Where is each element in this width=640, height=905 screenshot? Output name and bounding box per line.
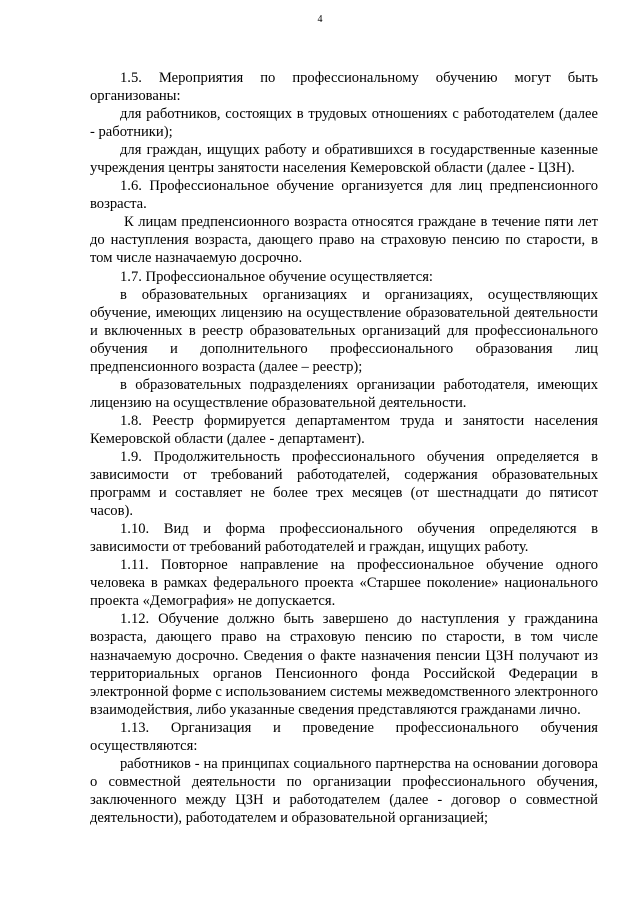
paragraph-1-9: 1.9. Продолжительность профессионального обучения определяется в зависимости от требований работодателей, содержания образовательных программ и составляет не более трех месяцев (от шестнадцати до пятисот часов). <box>90 448 598 520</box>
paragraph-1-8: 1.8. Реестр формируется департаментом труда и занятости населения Кемеровской области (далее - департамент). <box>90 412 598 447</box>
page-number: 4 <box>317 14 323 25</box>
paragraph-1-13: 1.13. Организация и проведение профессионального обучения осуществляются: <box>90 719 598 754</box>
paragraph-pre-retirement-definition: К лицам предпенсионного возраста относятся граждане в течение пяти лет до наступления возраста, дающего право на страховую пенсию по старости, в том числе назначаемую досрочно. <box>90 214 598 267</box>
paragraph-employer-subdivisions: в образовательных подразделениях организации работодателя, имеющих лицензию на осуществление образовательной деятельности. <box>90 376 598 411</box>
paragraph-educational-organizations: в образовательных организациях и организациях, осуществляющих обучение, имеющих лицензию на осуществление образовательной деятельности и включенных в реестр образовательных организаций для профессионального обучения и дополнительного профессионального образования лиц предпенсионного возраста (далее – реестр); <box>90 286 598 375</box>
paragraph-1-6: 1.6. Профессиональное обучение организуется для лиц предпенсионного возраста. <box>90 178 598 213</box>
paragraph-job-seekers: для граждан, ищущих работу и обратившихся в государственные казенные учреждения центры занятости населения Кемеровской области (далее - ЦЗН). <box>90 142 598 177</box>
document-body <box>90 69 598 827</box>
paragraph-employees-partnership: работников - на принципах социального партнерства на основании договора о совместной деятельности по организации профессионального обучения, заключенного между ЦЗН и работодателем (далее - договор о совместной деятельности), работодателем и образовательной организацией; <box>90 755 598 826</box>
paragraph-1-10: 1.10. Вид и форма профессионального обучения определяются в зависимости от требований работодателей и граждан, ищущих работу. <box>90 521 598 556</box>
paragraph-1-7: 1.7. Профессиональное обучение осуществляется: <box>120 268 433 285</box>
paragraph-1-12: 1.12. Обучение должно быть завершено до наступления у гражданина возраста, дающего право на страховую пенсию по старости, в том числе назначаемую досрочно. Сведения о факте назначения пенсии ЦЗН получают из территориальных органов Пенсионного фонда Российской Федерации в электронной форме с использованием системы межведомственного электронного взаимодействия, либо указанные сведения представляются гражданами лично. <box>90 611 598 718</box>
paragraph-1-5: 1.5. Мероприятия по профессиональному обучению могут быть организованы: <box>90 70 598 105</box>
paragraph-1-11: 1.11. Повторное направление на профессиональное обучение одного человека в рамках федерального проекта «Старшее поколение» национального проекта «Демография» не допускается. <box>90 557 598 610</box>
paragraph-employees: для работников, состоящих в трудовых отношениях с работодателем (далее - работники); <box>90 106 598 141</box>
